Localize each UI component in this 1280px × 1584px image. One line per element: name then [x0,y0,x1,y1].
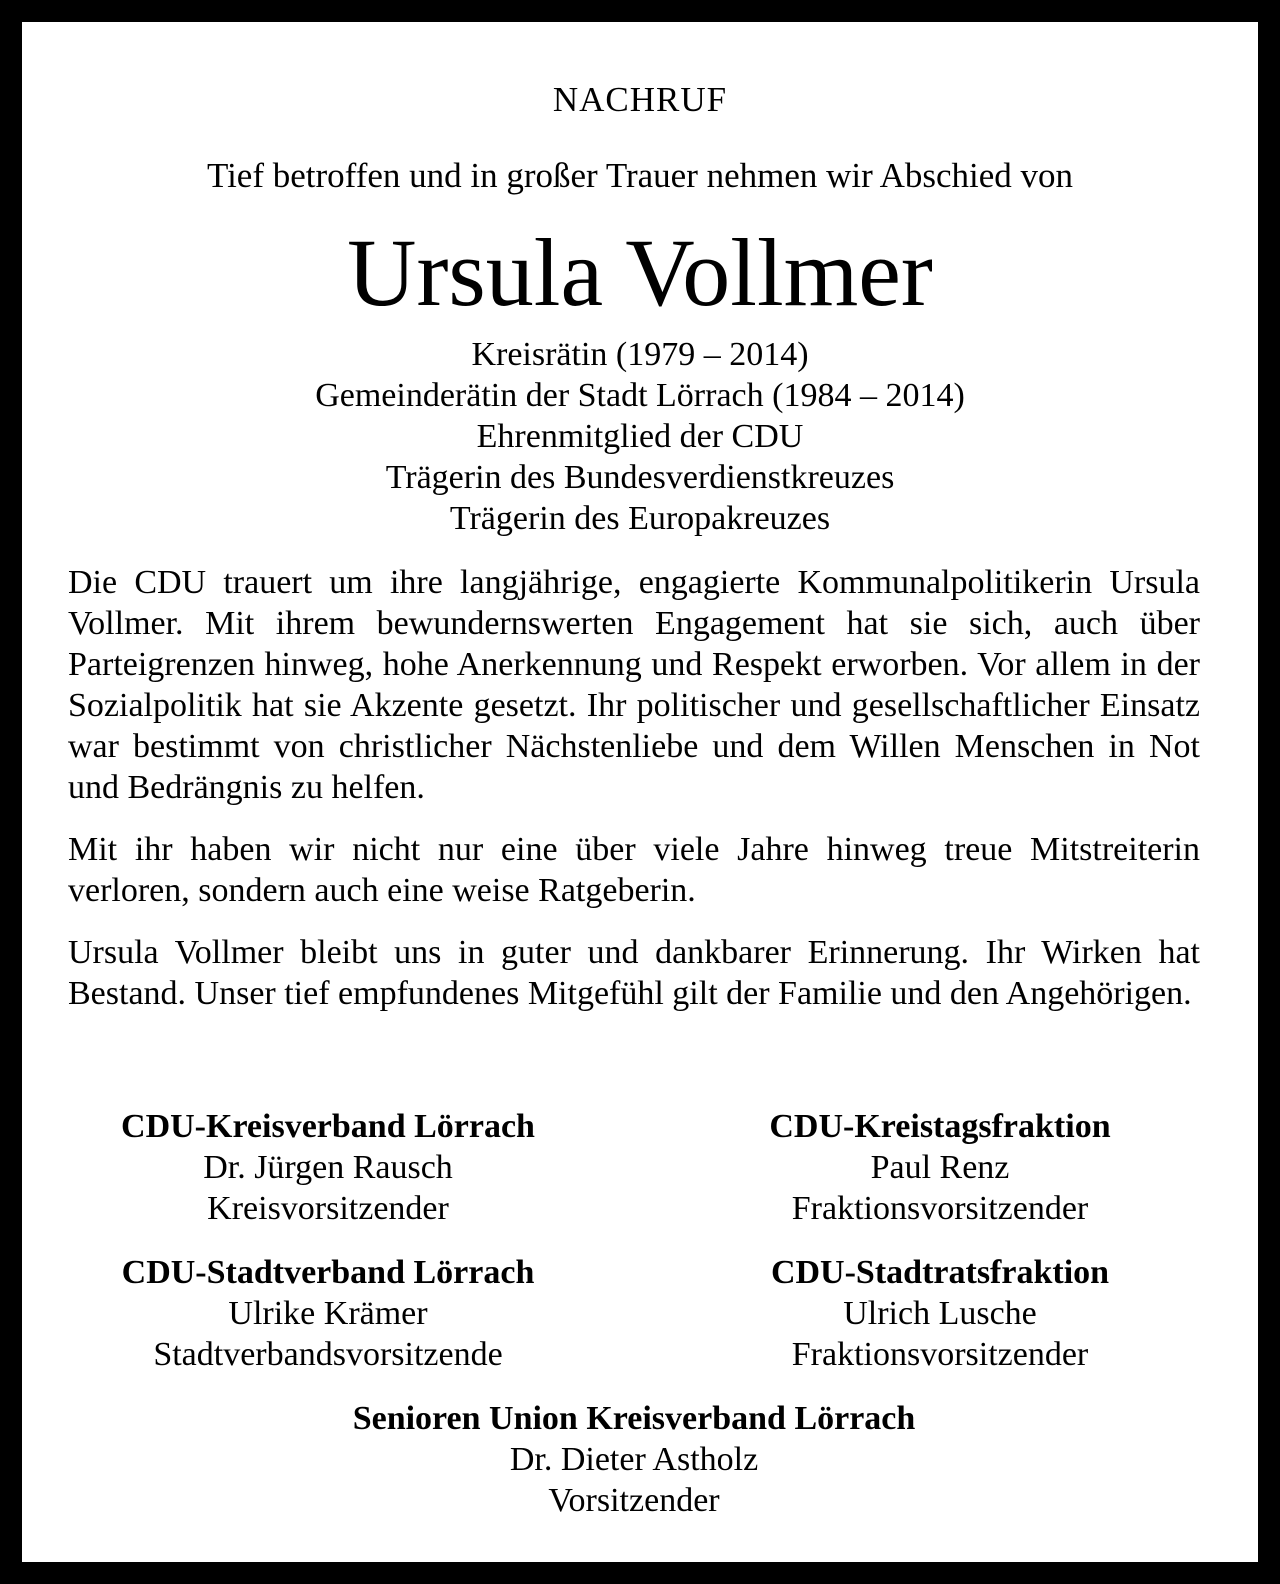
signatory-role: Fraktionsvorsitzender [791,1336,1089,1373]
signatory-person: Dr. Dieter Astholz [509,1441,759,1478]
signatory-org: CDU-Stadtratsfraktion [770,1254,1110,1291]
honor-item: Ehrenmitglied der CDU [476,418,804,455]
obituary-notice [22,22,1258,1562]
signatory-role: Fraktionsvorsitzender [791,1190,1089,1227]
signatories [68,1106,1200,1521]
signatory-block [68,1398,1200,1521]
signatory-person: Dr. Jürgen Rausch [203,1149,453,1186]
honor-item: Trägerin des Europakreuzes [449,500,831,537]
signatory-role: Kreisvorsitzender [207,1190,449,1227]
intro-line: Tief betroffen und in großer Trauer nehmen wir Abschied von [206,156,1074,195]
tribute-text [68,562,1200,1035]
signatory-person: Ulrich Lusche [843,1295,1037,1332]
signatory-org: Senioren Union Kreisverband Lörrach [352,1400,916,1437]
signatory-block [68,1106,588,1229]
signatory-person: Paul Renz [870,1149,1010,1186]
signatory-role: Stadtverbandsvorsitzende [153,1336,503,1373]
signatory-block [680,1252,1200,1375]
signatory-row [68,1106,1200,1229]
signatory-row [68,1252,1200,1375]
tribute-paragraph: Mit ihr haben wir nicht nur eine über viele Jahre hinweg treue Mitstreiterin verloren, sondern auch eine weise Ratgeberin. [68,831,1200,909]
honor-item: Trägerin des Bundesverdienstkreuzes [385,459,895,496]
tribute-paragraph: Ursula Vollmer bleibt uns in guter und dankbarer Erinnerung. Ihr Wirken hat Bestand. Unser tief empfundenes Mitgefühl gilt der Familie und den Angehörigen. [68,934,1200,1012]
honors-list [22,334,1258,539]
honor-item: Gemeinderätin der Stadt Lörrach (1984 – 2014) [315,377,965,414]
notice-heading: NACHRUF [552,80,728,119]
signatory-block [680,1106,1200,1229]
honor-item: Kreisrätin (1979 – 2014) [471,336,809,373]
signatory-org: CDU-Kreistagsfraktion [769,1108,1111,1145]
signatory-person: Ulrike Krämer [228,1295,428,1332]
signatory-block [68,1252,588,1375]
deceased-name: Ursula Vollmer [347,219,933,326]
signatory-org: CDU-Stadtverband Lörrach [121,1254,535,1291]
tribute-paragraph: Die CDU trauert um ihre langjährige, engagierte Kommunalpolitikerin Ursula Vollmer. Mit ihrem bewundernswerten Engagement hat sie sich, auch über Parteigrenzen hinweg, hohe Anerkennung und Respekt erworben. Vor allem in der Sozialpolitik hat sie Akzente gesetzt. Ihr politischer und gesellschaftlicher Einsatz war bestimmt von christlicher Nächstenliebe und dem Willen Menschen in Not und Bedrängnis zu helfen. [68,564,1200,806]
signatory-role: Vorsitzender [548,1482,720,1519]
signatory-org: CDU-Kreisverband Lörrach [121,1108,535,1145]
